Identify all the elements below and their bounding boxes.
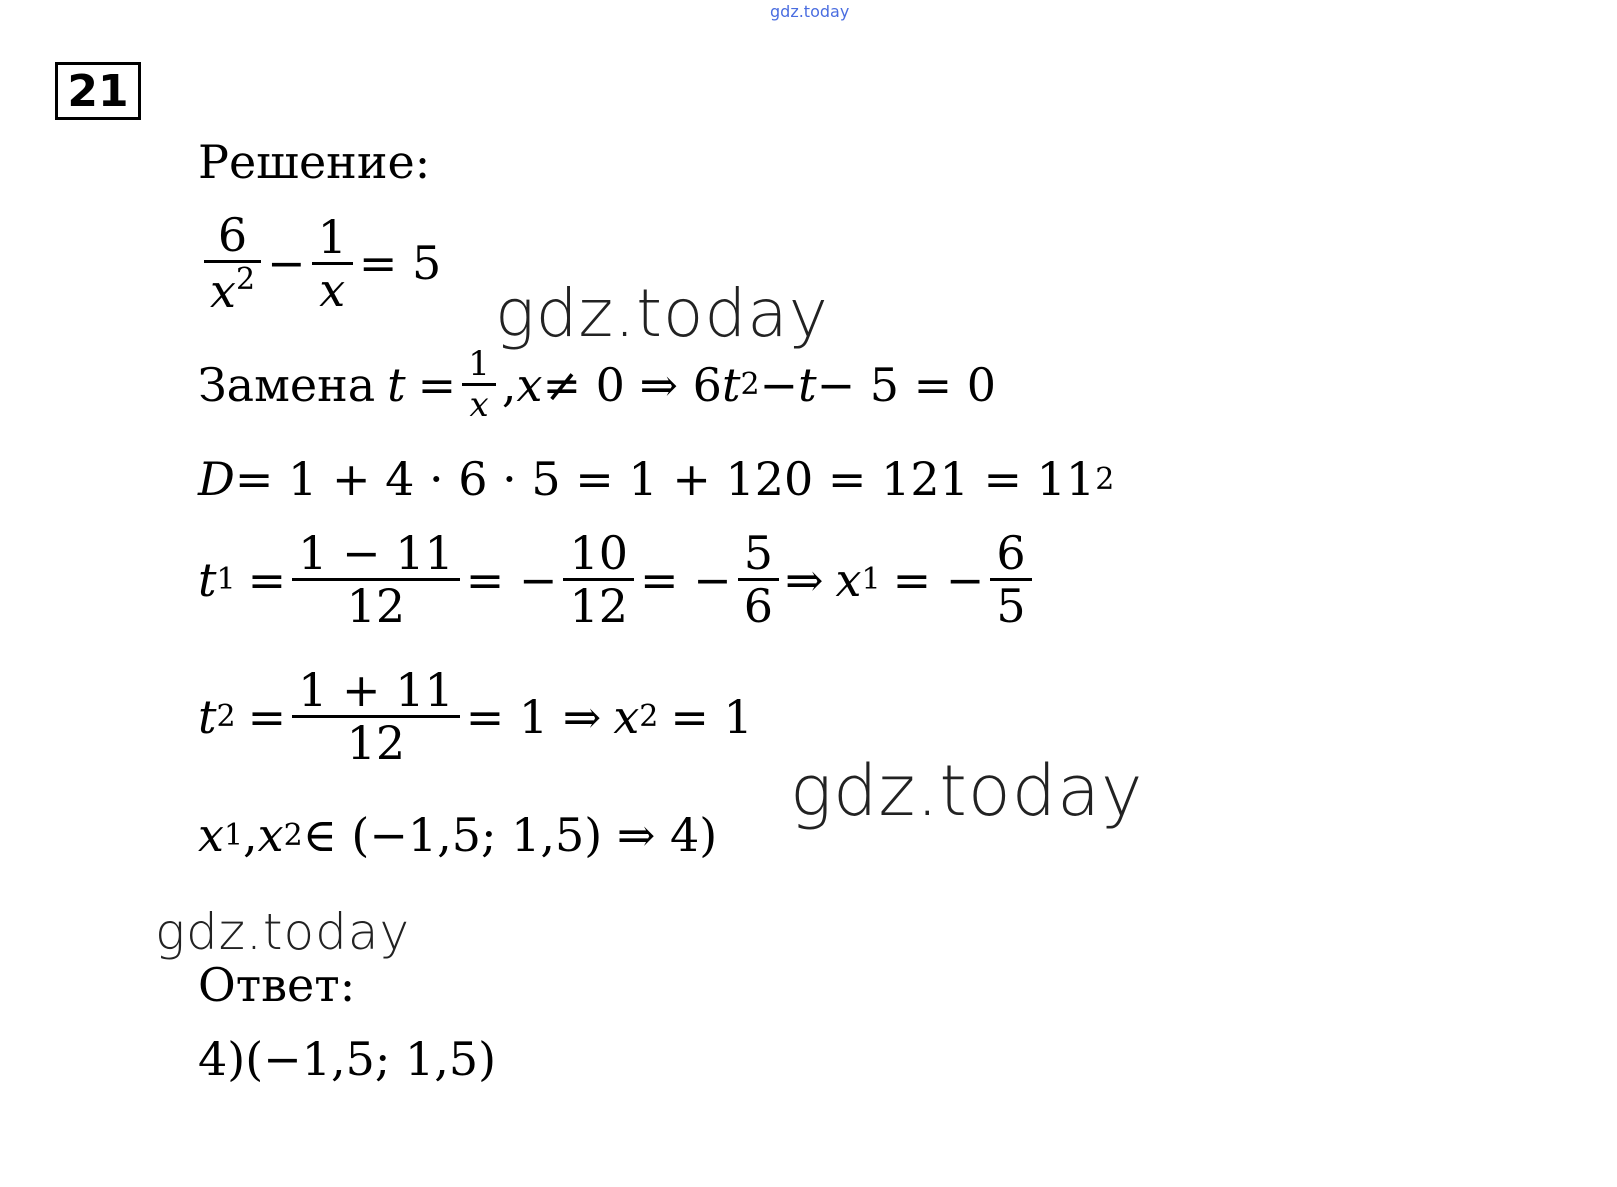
watermark-top: gdz.today: [770, 2, 850, 21]
fraction-t1-b: $\frac{10}{12}$: [563, 528, 634, 631]
solution-label: Решение:: [198, 135, 431, 189]
watermark-mid1: gdz.today: [495, 275, 829, 352]
equation-t2: t 2 = $\frac{1 + 11}{12}$ = 1 ⇒ x 2 = 1: [198, 663, 753, 770]
answer-label: Ответ:: [198, 958, 356, 1012]
equation-1: $\frac{6}{x^2}$ − $\frac{1}{x}$ = 5: [198, 210, 441, 316]
equation-discriminant: D = 1 + 4 · 6 · 5 = 1 + 120 = 121 = 11 2: [198, 452, 1115, 506]
fraction-1-over-x: $\frac{1}{x}$: [312, 212, 353, 315]
fraction-1-over-x-sub: $\frac{1}{x}$: [462, 345, 496, 424]
equation-substitution: Замена t = $\frac{1}{x}$ , x ≠ 0 ⇒ 6 t 2 − t − 5 = 0: [198, 344, 997, 425]
fraction-6-over-x2: $\frac{6}{x^2}$: [204, 210, 261, 316]
task-number: 21: [55, 62, 141, 120]
fraction-x1: $\frac{6}{5}$: [990, 528, 1031, 631]
equation-interval: x 1 , x 2 ∈ (−1,5; 1,5) ⇒ 4): [198, 808, 718, 862]
fraction-t1-a: $\frac{1 - 11}{12}$: [292, 528, 460, 631]
fraction-t2: $\frac{1 + 11}{12}$: [292, 665, 460, 768]
fraction-t1-c: $\frac{5}{6}$: [738, 528, 779, 631]
watermark-mid2: gdz.today: [790, 750, 1144, 832]
watermark-mid3: gdz.today: [155, 903, 411, 961]
equation-t1: t 1 = $\frac{1 - 11}{12}$ = − $\frac{10}{12}$ = − $\frac{5}{6}$ ⇒ x 1 = − $\frac{6}{5}$: [198, 528, 1038, 631]
answer-value: 4)(−1,5; 1,5): [198, 1032, 497, 1086]
